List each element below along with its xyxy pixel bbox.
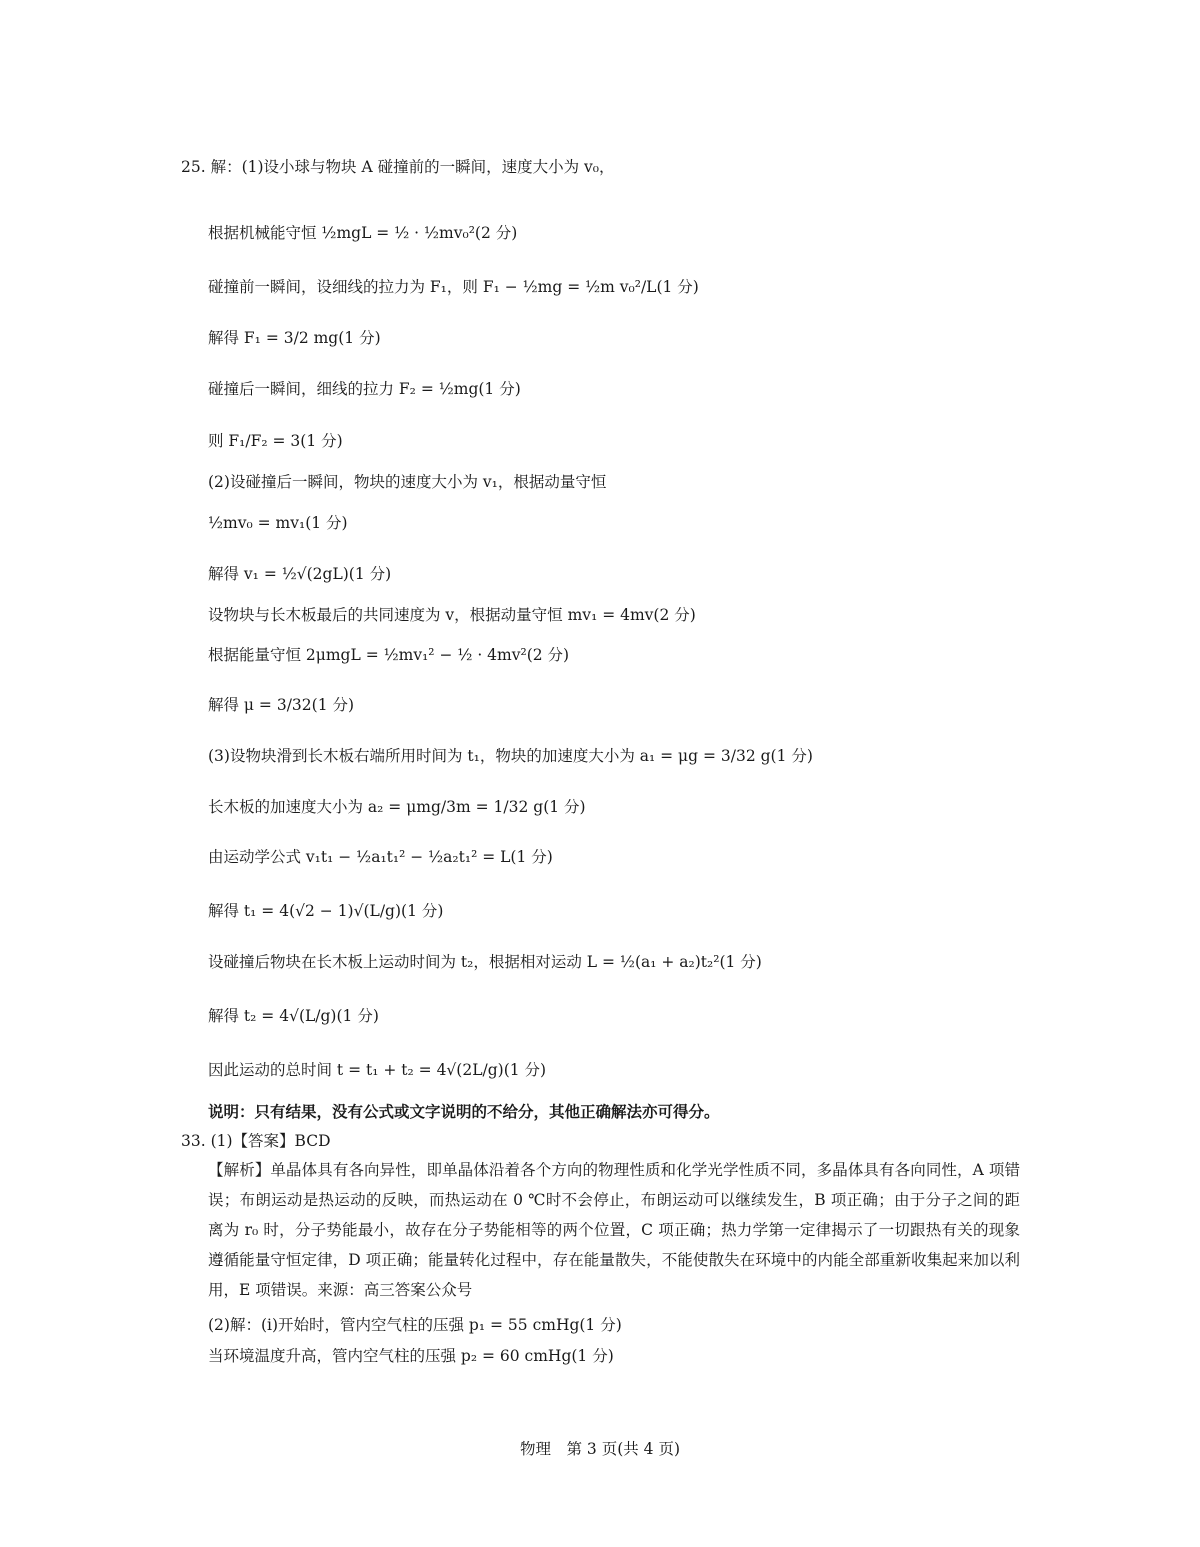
q25-line-8: ½mv₀ = mv₁(1 分): [208, 514, 348, 532]
q25-line-7: (2)设碰撞后一瞬间，物块的速度大小为 v₁，根据动量守恒: [208, 473, 607, 491]
q25-line-3: 碰撞前一瞬间，设细线的拉力为 F₁，则 F₁ − ½mg = ½m v₀²/L(1 分): [208, 278, 699, 296]
q25-line-17: 设碰撞后物块在长木板上运动时间为 t₂，根据相对运动 L = ½(a₁ + a₂)t₂²(1 分): [208, 953, 762, 971]
q25-line-10: 设物块与长木板最后的共同速度为 v，根据动量守恒 mv₁ = 4mv(2 分): [208, 606, 696, 624]
q25-line-14: 长木板的加速度大小为 a₂ = μmg/3m = 1/32 g(1 分): [208, 798, 586, 816]
q25-line-5: 碰撞后一瞬间，细线的拉力 F₂ = ½mg(1 分): [208, 380, 521, 398]
q25-line-2: 根据机械能守恒 ½mgL = ½ · ½mv₀²(2 分): [208, 224, 518, 242]
page-footer: 物理 第 3 页(共 4 页): [519, 1440, 681, 1458]
q25-line-18: 解得 t₂ = 4√(L/g)(1 分): [208, 1007, 379, 1025]
q33-line-2: (2)解：(i)开始时，管内空气柱的压强 p₁ = 55 cmHg(1 分): [208, 1316, 622, 1334]
q33-line-3: 当环境温度升高，管内空气柱的压强 p₂ = 60 cmHg(1 分): [208, 1347, 614, 1365]
q25-line-16: 解得 t₁ = 4(√2 − 1)√(L/g)(1 分): [208, 902, 444, 920]
q25-line-9: 解得 v₁ = ½√(2gL)(1 分): [208, 565, 392, 583]
q25-line-15: 由运动学公式 v₁t₁ − ½a₁t₁² − ½a₂t₁² = L(1 分): [208, 848, 553, 866]
q25-line-11: 根据能量守恒 2μmgL = ½mv₁² − ½ · 4mv²(2 分): [208, 646, 570, 664]
q33-line-1: 33. (1)【答案】BCD: [181, 1132, 331, 1150]
q25-note: 说明：只有结果，没有公式或文字说明的不给分，其他正确解法亦可得分。: [208, 1102, 720, 1121]
q25-line-13: (3)设物块滑到长木板右端所用时间为 t₁，物块的加速度大小为 a₁ = μg = 3/32 g(1 分): [208, 747, 813, 765]
q25-line-19: 因此运动的总时间 t = t₁ + t₂ = 4√(2L/g)(1 分): [208, 1061, 547, 1079]
q25-line-4: 解得 F₁ = 3/2 mg(1 分): [208, 329, 381, 347]
q33-analysis: 【解析】单晶体具有各向异性，即单晶体沿着各个方向的物理性质和化学光学性质不同，多晶体具有各向同性，A 项错误；布朗运动是热运动的反映，而热运动在 0 ℃时不会停止，布朗运动可以继续发生，B 项正确；由于分子之间的距离为 r₀ 时，分子势能最小，故存在分子势能相等的两个位置，C 项正确；热力学第一定律揭示了一切跟热有关的现象遵循能量守恒定律，D 项正确；能量转化过程中，存在能量散失，不能使散失在环境中的内能全部重新收集起来加以利用，E 项错误。来源：高三答案公众号: [208, 1161, 1020, 1299]
q25-line-1: 25. 解：(1)设小球与物块 A 碰撞前的一瞬间，速度大小为 v₀，: [181, 158, 615, 176]
q25-line-6: 则 F₁/F₂ = 3(1 分): [208, 432, 343, 450]
q25-line-12: 解得 μ = 3/32(1 分): [208, 696, 355, 714]
